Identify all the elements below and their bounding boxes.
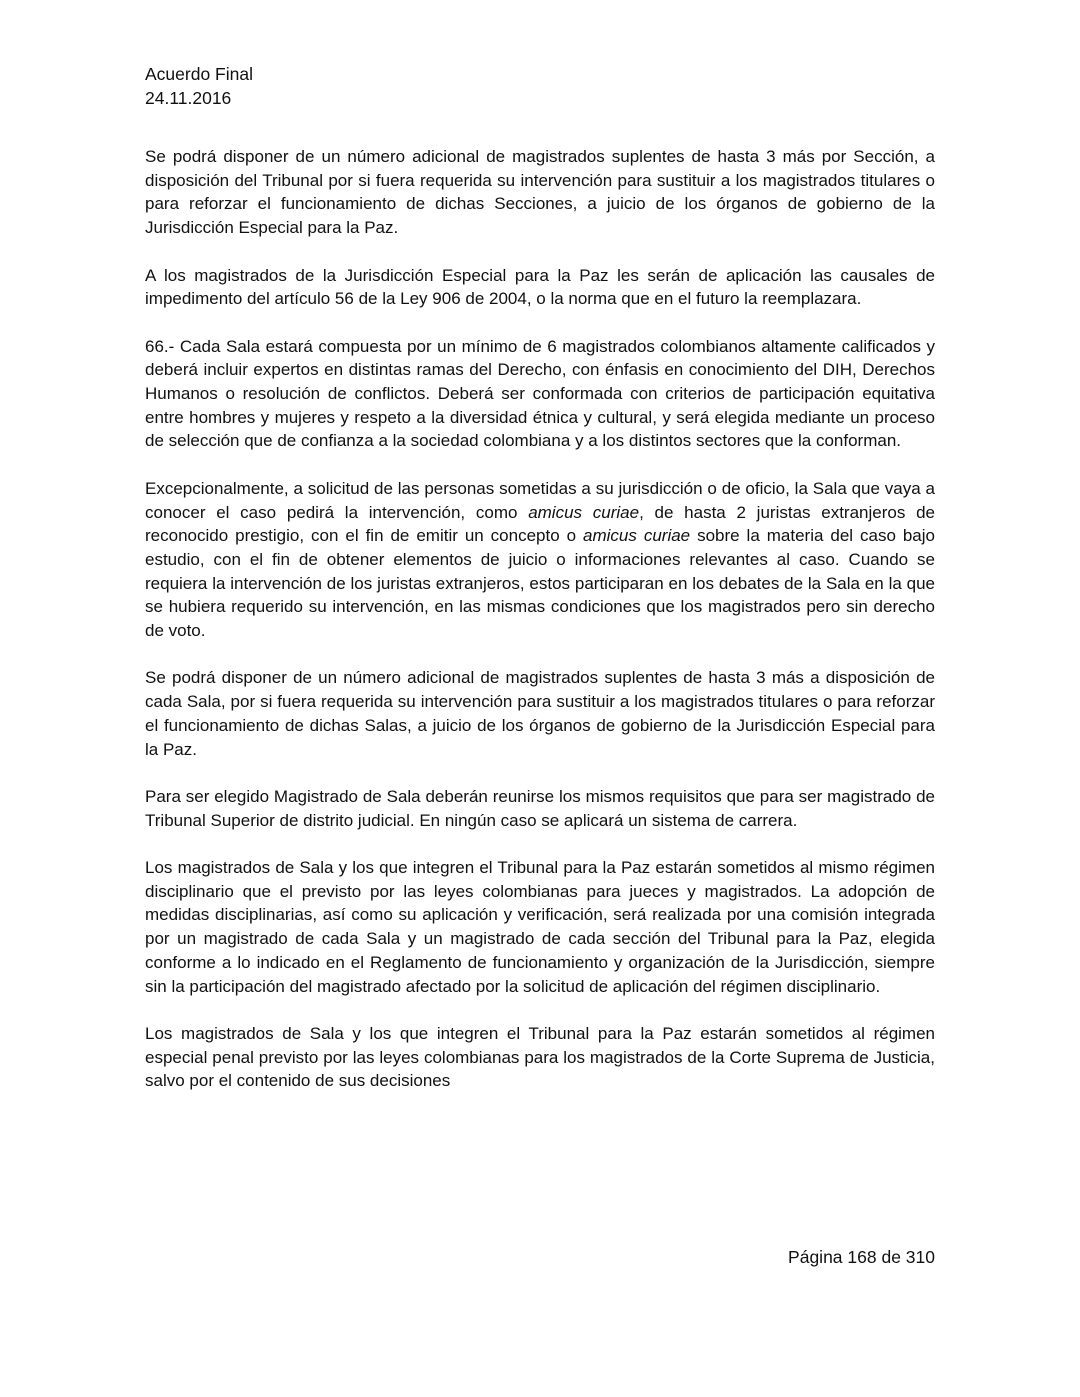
- paragraph-impedimento: A los magistrados de la Jurisdicción Especial para la Paz les serán de aplicación las causales de impedimento del artículo 56 de la Ley 906 de 2004, o la norma que en el futuro la reemplazara.: [145, 265, 935, 309]
- paragraph-suplentes-sala: Se podrá disponer de un número adicional de magistrados suplentes de hasta 3 más a disposición de cada Sala, por si fuera requerida su intervención para sustituir a los magistrados titulares o para reforzar el funcionamiento de dichas Salas, a juicio de los órganos de gobierno de la Jurisdicción Especial para la Paz.: [145, 668, 935, 759]
- paragraph-text: Excepcionalmente, a solicitud de las personas sometidas a su jurisdicción o de oficio, la Sala que vaya a conocer el caso pedirá la intervención, como: [145, 478, 935, 522]
- document-title: Acuerdo Final: [145, 64, 253, 84]
- page-number: Página 168 de 310: [788, 1247, 935, 1267]
- document-date: 24.11.2016: [145, 88, 232, 108]
- paragraph-regimen-penal: Los magistrados de Sala y los que integren el Tribunal para la Paz estarán sometidos al régimen especial penal previsto por las leyes colombianas para los magistrados de la Corte Suprema de Justicia, salvo por el contenido de sus decisiones: [145, 1023, 935, 1091]
- italic-term: amicus curiae: [583, 526, 691, 546]
- paragraph-suplentes-seccion: Se podrá disponer de un número adicional de magistrados suplentes de hasta 3 más por Sección, a disposición del Tribunal por si fuera requerida su intervención para sustituir a los magistrados titulares o para reforzar el funcionamiento de dichas Secciones, a juicio de los órganos de gobierno de la Jurisdicción Especial para la Paz.: [145, 147, 935, 238]
- paragraph-66-composicion-sala: 66.- Cada Sala estará compuesta por un mínimo de 6 magistrados colombianos altamente calificados y deberá incluir expertos en distintas ramas del Derecho, con énfasis en conocimiento del DIH, Derechos Humanos o resolución de conflictos. Deberá ser conformada con criterios de participación equitativa entre hombres y mujeres y respeto a la diversidad étnica y cultural, y será elegida mediante un proceso de selección que de confianza a la sociedad colombiana y a los distintos sectores que la conforman.: [145, 336, 935, 451]
- page-header: [145, 62, 253, 110]
- paragraph-text: , de hasta 2 juristas extranjeros de reconocido prestigio, con el fin de emitir un concepto o: [145, 502, 935, 546]
- paragraph-amicus-curiae: [145, 477, 935, 643]
- paragraph-requisitos: Para ser elegido Magistrado de Sala deberán reunirse los mismos requisitos que para ser magistrado de Tribunal Superior de distrito judicial. En ningún caso se aplicará un sistema de carrera.: [145, 786, 935, 830]
- paragraph-regimen-disciplinario: Los magistrados de Sala y los que integren el Tribunal para la Paz estarán sometidos al mismo régimen disciplinario que el previsto por las leyes colombianas para jueces y magistrados. La adopción de medidas disciplinarias, así como su aplicación y verificación, será realizada por una comisión integrada por un magistrado de cada Sala y un magistrado de cada sección del Tribunal para la Paz, elegida conforme a lo indicado en el Reglamento de funcionamiento y organización de la Jurisdicción, siempre sin la participación del magistrado afectado por la solicitud de aplicación del régimen disciplinario.: [145, 858, 935, 996]
- paragraph-text: sobre la materia del caso bajo estudio, con el fin de obtener elementos de juicio o informaciones relevantes al caso. Cuando se requiera la intervención de los juristas extranjeros, estos participaran en los debates de la Sala en la que se hubiera requerido su intervención, en las mismas condiciones que los magistrados pero sin derecho de voto.: [145, 526, 935, 641]
- italic-term: amicus curiae: [528, 502, 640, 522]
- document-body: [145, 145, 935, 1117]
